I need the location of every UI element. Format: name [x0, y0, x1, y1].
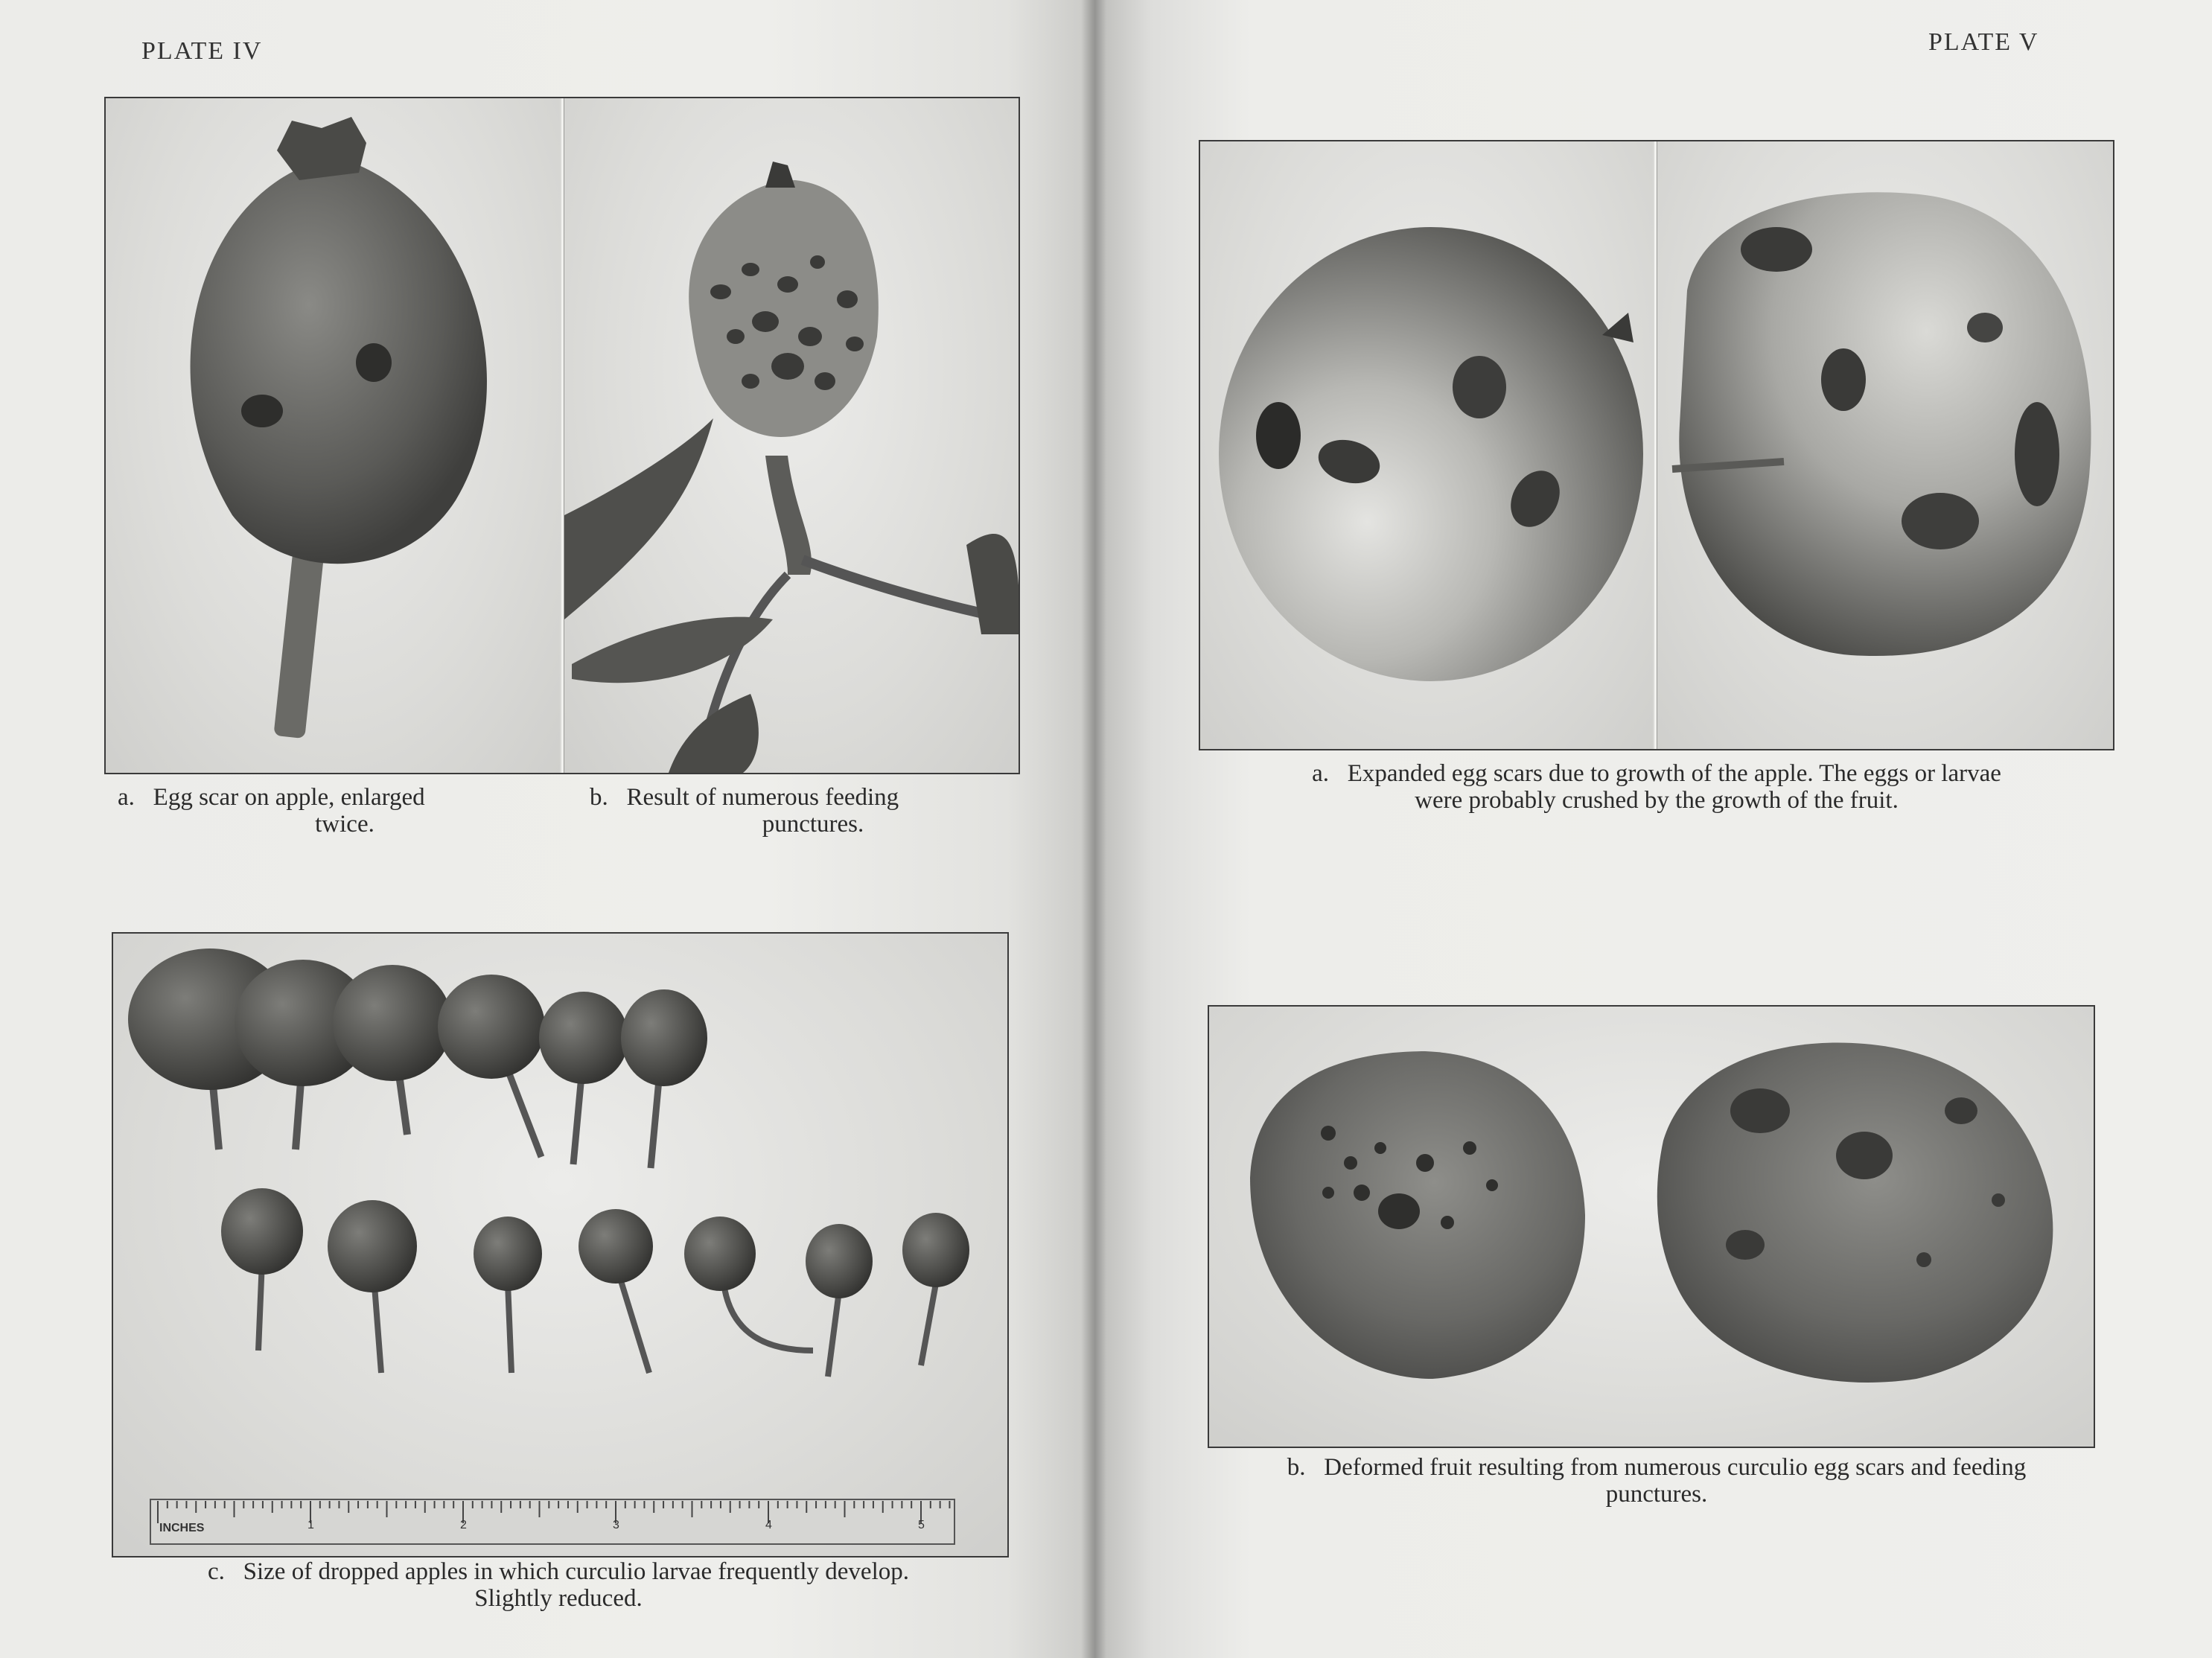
- caption-text: punctures.: [762, 811, 864, 838]
- ruler: [150, 1499, 954, 1544]
- caption-plate-iv-b: [590, 784, 1007, 838]
- photo-plate-iv-top: [104, 97, 1020, 774]
- caption-letter: b.: [590, 784, 608, 811]
- caption-plate-v-b: [1199, 1454, 2114, 1508]
- caption-letter: b.: [1287, 1454, 1306, 1481]
- photo-egg-scar: [106, 98, 560, 773]
- right-page: [1094, 0, 2212, 1658]
- ruler-unit-label: INCHES: [159, 1522, 205, 1534]
- caption-text: Size of dropped apples in which curculio larvae frequently develop.: [243, 1558, 909, 1585]
- caption-text: were probably crushed by the growth of the fruit.: [1415, 787, 1899, 814]
- caption-plate-v-a: [1199, 760, 2114, 814]
- caption-letter: a.: [1312, 760, 1329, 787]
- book-gutter: [1081, 0, 1106, 1658]
- caption-text: Deformed fruit resulting from numerous curculio egg scars and feeding: [1324, 1454, 2027, 1481]
- caption-text: Result of numerous feeding: [626, 784, 899, 811]
- plate-iv-label: PLATE IV: [141, 37, 263, 65]
- caption-letter: c.: [207, 1558, 225, 1585]
- caption-plate-iv-c: [89, 1558, 1027, 1612]
- photo-feeding-punctures: [564, 98, 1019, 773]
- caption-letter: a.: [118, 784, 135, 811]
- caption-text: twice.: [315, 811, 374, 838]
- ruler-mark: 3: [613, 1519, 619, 1531]
- caption-plate-iv-a: [118, 784, 542, 838]
- ruler-mark: 4: [765, 1519, 772, 1531]
- caption-text: Egg scar on apple, enlarged: [153, 784, 425, 811]
- plate-v-label: PLATE V: [1928, 28, 2039, 56]
- caption-text: Slightly reduced.: [474, 1585, 643, 1612]
- photo-expanded-scars: [1199, 140, 2114, 750]
- caption-text: punctures.: [1605, 1481, 1708, 1508]
- ruler-mark: 2: [460, 1519, 467, 1531]
- photo-dropped-apples: [112, 932, 1009, 1557]
- photo-divider: [561, 98, 564, 773]
- ruler-mark: 5: [918, 1519, 925, 1531]
- caption-text: Expanded egg scars due to growth of the apple. The eggs or larvae: [1347, 760, 2001, 787]
- left-page: [0, 0, 1094, 1658]
- photo-deformed-fruit: [1208, 1005, 2095, 1448]
- ruler-mark: 1: [307, 1519, 314, 1531]
